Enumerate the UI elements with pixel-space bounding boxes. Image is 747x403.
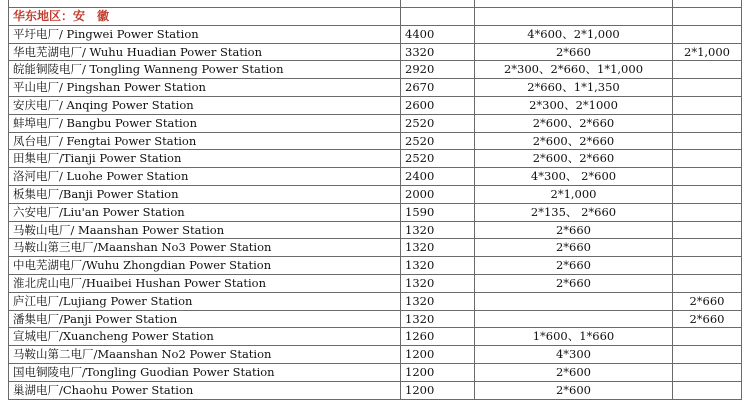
- region-blank-cell: [673, 8, 742, 26]
- planned-units-cell: [673, 132, 742, 150]
- capacity-cell: 1320: [401, 310, 475, 328]
- station-name-cell: 田集电厂/Tianji Power Station: [9, 150, 401, 168]
- existing-units-cell: 2*660: [475, 239, 673, 257]
- planned-units-cell: [673, 257, 742, 275]
- capacity-cell: 1320: [401, 257, 475, 275]
- existing-units-cell: 4*300、 2*600: [475, 168, 673, 186]
- capacity-cell: 1200: [401, 363, 475, 381]
- station-name-cell: 马鞍山第三电厂/Maanshan No3 Power Station: [9, 239, 401, 257]
- station-name-cell: 板集电厂/Banji Power Station: [9, 185, 401, 203]
- station-name-cell: 平圩电厂/ Pingwei Power Station: [9, 25, 401, 43]
- table-row: [9, 381, 742, 399]
- planned-units-cell: [673, 96, 742, 114]
- station-name-cell: 凤台电厂/ Fengtai Power Station: [9, 132, 401, 150]
- existing-units-cell: 2*600: [475, 381, 673, 399]
- planned-units-cell: [673, 25, 742, 43]
- region-blank-cell: [401, 8, 475, 26]
- table-row-partial: [9, 0, 742, 8]
- existing-units-cell: [475, 292, 673, 310]
- planned-units-cell: [673, 346, 742, 364]
- planned-units-cell: [673, 363, 742, 381]
- planned-units-cell: [673, 0, 742, 8]
- existing-units-cell: 1*600、1*660: [475, 328, 673, 346]
- table-row: [9, 168, 742, 186]
- table-row: [9, 132, 742, 150]
- station-name-cell: 潘集电厂/Panji Power Station: [9, 310, 401, 328]
- capacity-cell: 1590: [401, 203, 475, 221]
- existing-units-cell: 2*660、1*1,350: [475, 79, 673, 97]
- existing-units-cell: 2*1,000: [475, 185, 673, 203]
- capacity-cell: 1200: [401, 346, 475, 364]
- planned-units-cell: [673, 150, 742, 168]
- planned-units-cell: 2*660: [673, 292, 742, 310]
- existing-units-cell: [475, 0, 673, 8]
- capacity-cell: 1320: [401, 239, 475, 257]
- capacity-cell: 1320: [401, 274, 475, 292]
- existing-units-cell: [475, 310, 673, 328]
- capacity-cell: 2600: [401, 96, 475, 114]
- capacity-cell: 2520: [401, 150, 475, 168]
- power-station-table: [8, 0, 742, 400]
- planned-units-cell: [673, 168, 742, 186]
- existing-units-cell: 2*660: [475, 257, 673, 275]
- table-row: [9, 79, 742, 97]
- table-row: [9, 310, 742, 328]
- capacity-cell: 1320: [401, 292, 475, 310]
- station-name-cell: 皖能铜陵电厂/ Tongling Wanneng Power Station: [9, 61, 401, 79]
- station-name-cell: 平山电厂/ Pingshan Power Station: [9, 79, 401, 97]
- table-row: [9, 203, 742, 221]
- existing-units-cell: 2*600、2*660: [475, 132, 673, 150]
- station-name-cell: 宣城电厂/Xuancheng Power Station: [9, 328, 401, 346]
- capacity-cell: [401, 0, 475, 8]
- capacity-cell: 2000: [401, 185, 475, 203]
- planned-units-cell: [673, 185, 742, 203]
- capacity-cell: 2920: [401, 61, 475, 79]
- table-row: [9, 363, 742, 381]
- capacity-cell: 2520: [401, 114, 475, 132]
- capacity-cell: 4400: [401, 25, 475, 43]
- existing-units-cell: 2*300、2*1000: [475, 96, 673, 114]
- existing-units-cell: 2*660: [475, 221, 673, 239]
- planned-units-cell: [673, 274, 742, 292]
- station-name-cell: 洛河电厂/ Luohe Power Station: [9, 168, 401, 186]
- planned-units-cell: [673, 79, 742, 97]
- table-row: [9, 292, 742, 310]
- table-row: [9, 61, 742, 79]
- table-row: [9, 257, 742, 275]
- planned-units-cell: [673, 114, 742, 132]
- planned-units-cell: [673, 203, 742, 221]
- station-name-cell: 安庆电厂/ Anqing Power Station: [9, 96, 401, 114]
- table-row: [9, 43, 742, 61]
- station-name-cell: 华电芜湖电厂/ Wuhu Huadian Power Station: [9, 43, 401, 61]
- table-row: [9, 346, 742, 364]
- table-row: [9, 328, 742, 346]
- table-row: [9, 221, 742, 239]
- station-name-cell: 国电铜陵电厂/Tongling Guodian Power Station: [9, 363, 401, 381]
- station-name-cell: 六安电厂/Liu'an Power Station: [9, 203, 401, 221]
- existing-units-cell: 2*660: [475, 274, 673, 292]
- existing-units-cell: 2*600、2*660: [475, 114, 673, 132]
- table-row: [9, 25, 742, 43]
- capacity-cell: 1200: [401, 381, 475, 399]
- existing-units-cell: 2*600、2*660: [475, 150, 673, 168]
- region-header-row: [9, 8, 742, 26]
- planned-units-cell: [673, 239, 742, 257]
- table-row: [9, 185, 742, 203]
- table-row: [9, 274, 742, 292]
- station-name-cell: 蚌埠电厂/ Bangbu Power Station: [9, 114, 401, 132]
- capacity-cell: 3320: [401, 43, 475, 61]
- planned-units-cell: 2*660: [673, 310, 742, 328]
- planned-units-cell: [673, 221, 742, 239]
- station-name-cell: 马鞍山电厂/ Maanshan Power Station: [9, 221, 401, 239]
- region-label: 华东地区：安 徽: [9, 8, 401, 26]
- station-name-cell: 中电芜湖电厂/Wuhu Zhongdian Power Station: [9, 257, 401, 275]
- existing-units-cell: 2*135、 2*660: [475, 203, 673, 221]
- station-name-cell: 庐江电厂/Lujiang Power Station: [9, 292, 401, 310]
- table-body: [9, 0, 742, 399]
- capacity-cell: 1260: [401, 328, 475, 346]
- region-blank-cell: [475, 8, 673, 26]
- existing-units-cell: 2*600: [475, 363, 673, 381]
- station-name-cell: 巢湖电厂/Chaohu Power Station: [9, 381, 401, 399]
- station-name-cell: 马鞍山第二电厂/Maanshan No2 Power Station: [9, 346, 401, 364]
- existing-units-cell: 2*660: [475, 43, 673, 61]
- capacity-cell: 1320: [401, 221, 475, 239]
- capacity-cell: 2670: [401, 79, 475, 97]
- existing-units-cell: 4*600、2*1,000: [475, 25, 673, 43]
- station-name-cell: 淮北虎山电厂/Huaibei Hushan Power Station: [9, 274, 401, 292]
- table-row: [9, 239, 742, 257]
- planned-units-cell: [673, 381, 742, 399]
- station-name-cell: [9, 0, 401, 8]
- planned-units-cell: 2*1,000: [673, 43, 742, 61]
- table-row: [9, 96, 742, 114]
- table-row: [9, 114, 742, 132]
- existing-units-cell: 2*300、2*660、1*1,000: [475, 61, 673, 79]
- planned-units-cell: [673, 61, 742, 79]
- existing-units-cell: 4*300: [475, 346, 673, 364]
- table-row: [9, 150, 742, 168]
- planned-units-cell: [673, 328, 742, 346]
- capacity-cell: 2520: [401, 132, 475, 150]
- capacity-cell: 2400: [401, 168, 475, 186]
